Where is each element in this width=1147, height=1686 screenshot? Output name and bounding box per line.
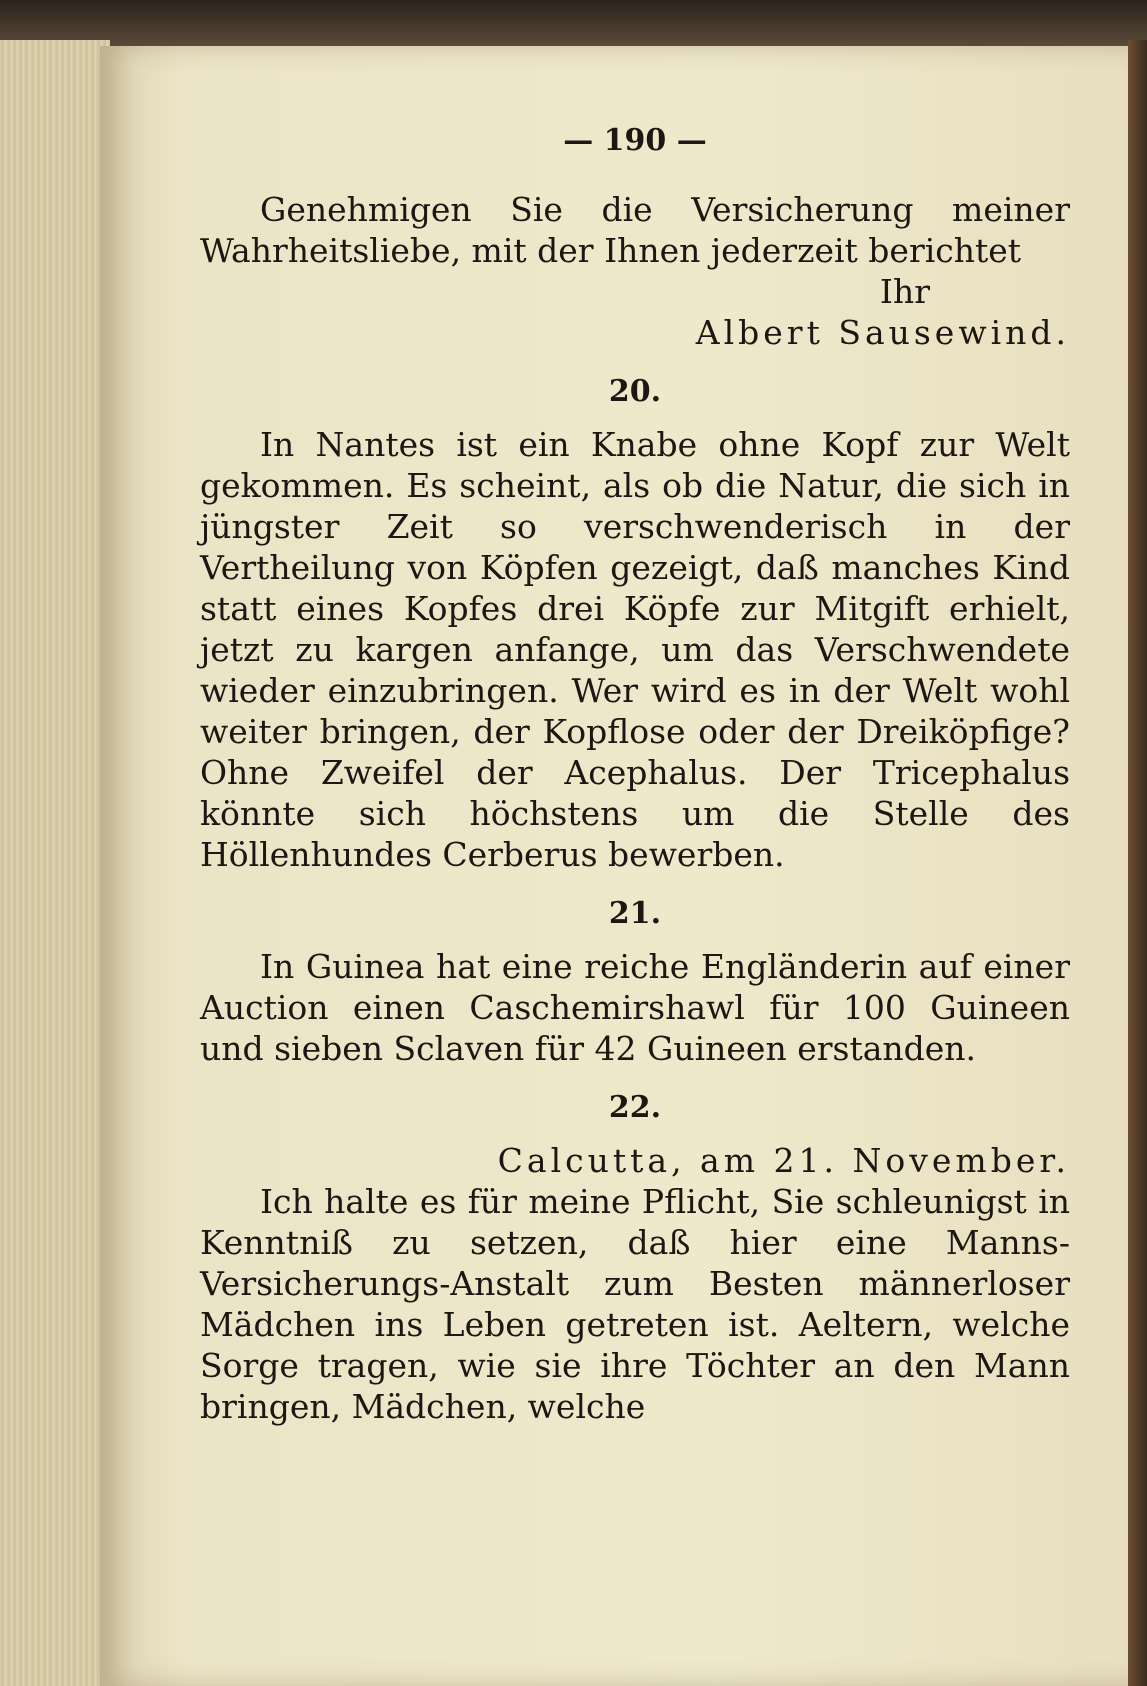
section-text-22: Ich halte es für meine Pflicht, Sie schleunigst in Kenntniß zu setzen, daß hier eine Manns-Versicherungs-Anstalt zum Besten männerloser Mädchen ins Leben getreten ist. Aeltern, welche Sorge tragen, wie sie ihre Töchter an den Mann bringen, Mädchen, welche — [200, 1182, 1070, 1426]
section-text-20: In Nantes ist ein Knabe ohne Kopf zur Welt gekommen. Es scheint, als ob die Natur, die sich in jüngster Zeit so verschwenderisch in der Vertheilung von Köpfen gezeigt, daß manches Kind statt eines Kopfes drei Köpfe zur Mitgift erhielt, jetzt zu kargen anfange, um das Verschwendete wieder einzubringen. Wer wird es in der Welt wohl weiter bringen, der Kopflose oder der Dreiköpfige? Ohne Zweifel der Acephalus. Der Tricephalus könnte sich höchstens um die Stelle des Höllenhundes Cerberus bewerben. — [200, 425, 1070, 874]
book-cover-top-edge — [0, 0, 1147, 46]
page-stack-left — [0, 40, 110, 1686]
page-text — [200, 120, 1070, 1427]
dateline-22: Calcutta, am 21. November. — [497, 1141, 1070, 1180]
signature-name: Albert Sausewind. — [695, 313, 1070, 352]
section-text-21: In Guinea hat eine reiche Engländerin auf einer Auction einen Caschemirshawl für 100 Guineen und sieben Sclaven für 42 Guineen erstanden. — [200, 947, 1070, 1068]
signature-ihr: Ihr — [879, 272, 930, 311]
section-number-20: 20. — [608, 374, 662, 409]
letter-closing: Genehmigen Sie die Versicherung meiner Wahrheitsliebe, mit der Ihnen jederzeit berichtet — [200, 190, 1070, 270]
page-number: — 190 — — [563, 123, 707, 158]
book-cover-right-edge — [1128, 40, 1147, 1686]
section-number-22: 22. — [608, 1090, 662, 1125]
section-number-21: 21. — [608, 896, 662, 931]
